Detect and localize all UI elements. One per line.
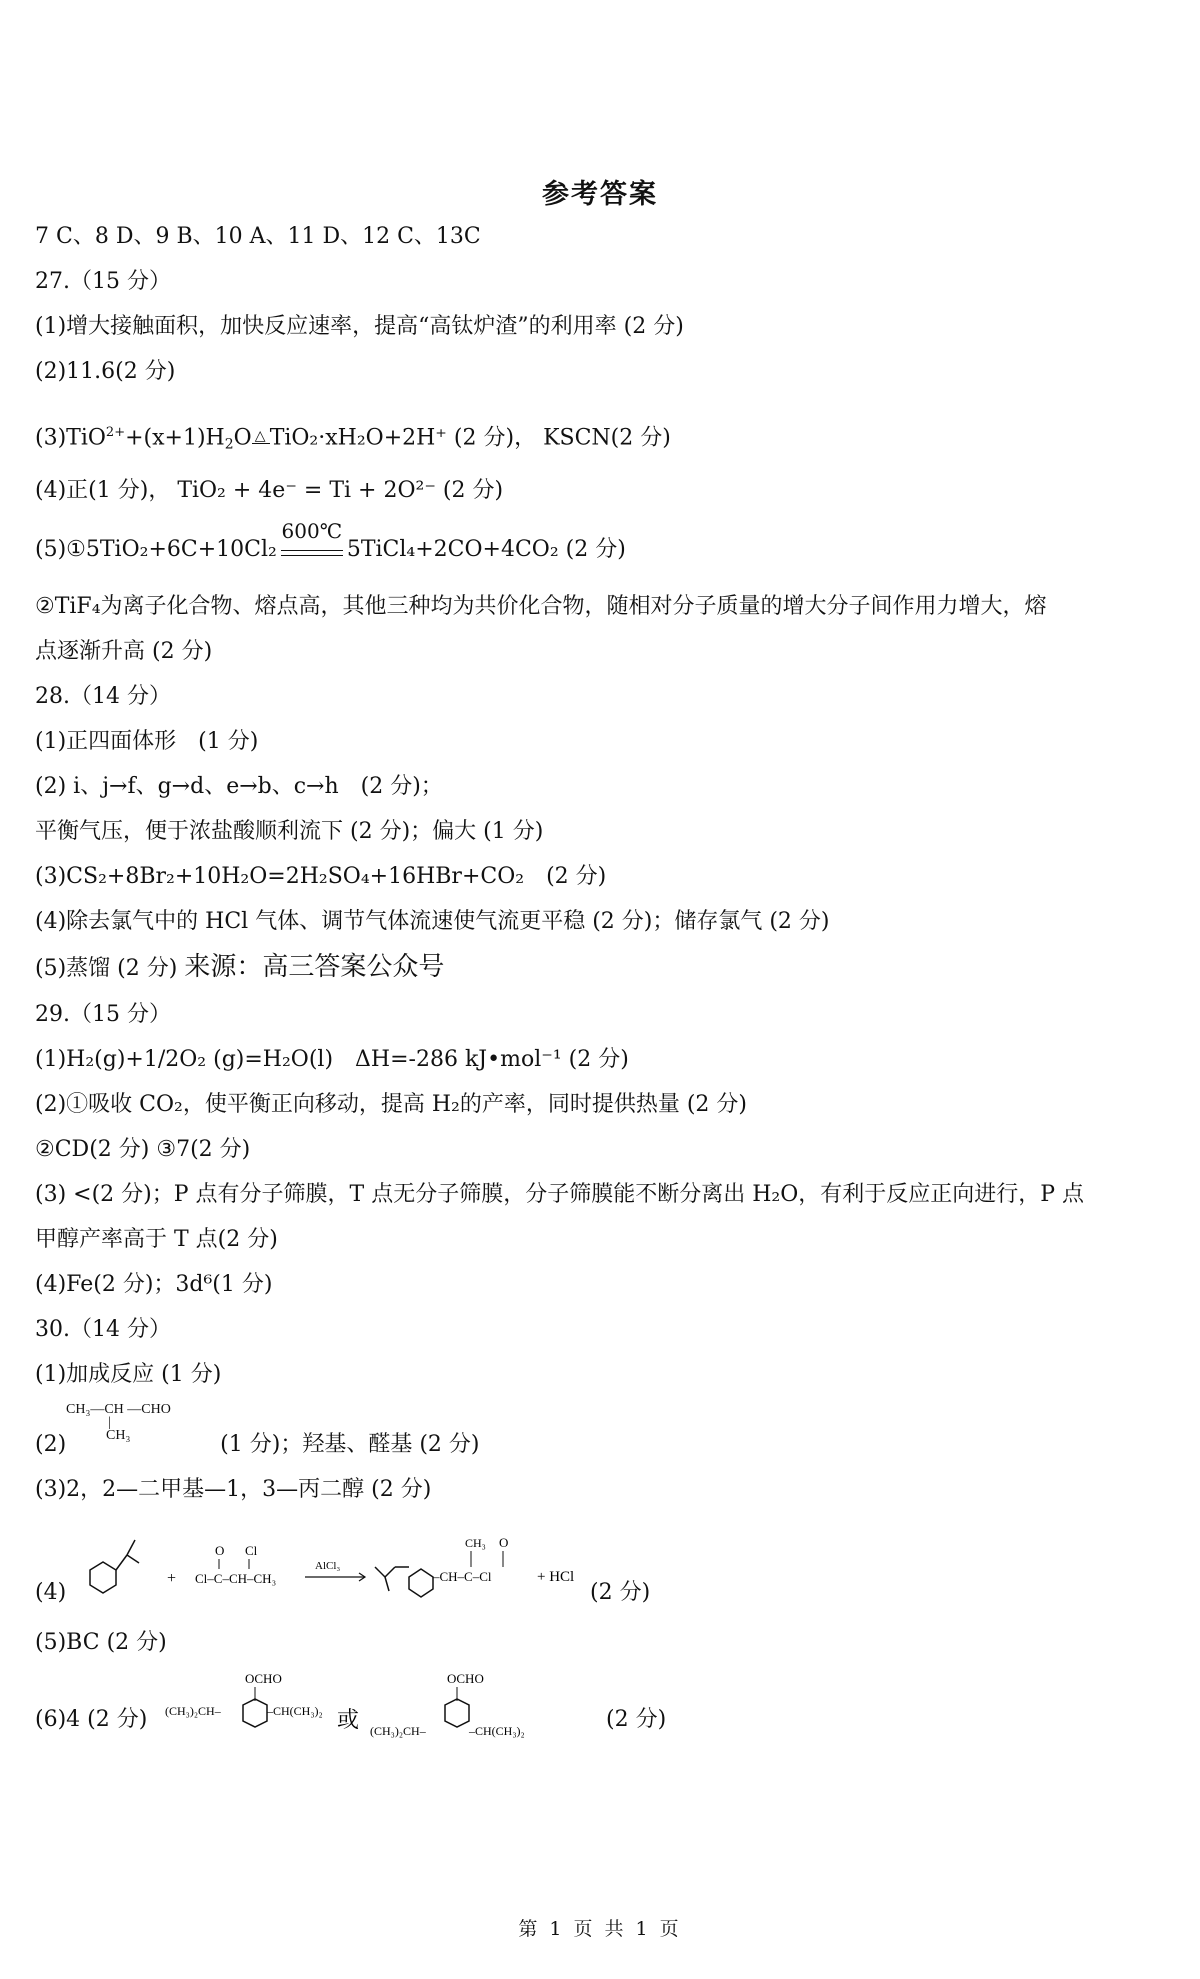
q28-answer-1: (1)正四面体形 (1 分) — [35, 729, 259, 754]
plus-sign: + — [167, 1570, 177, 1587]
q27-answer-1: (1)增大接触面积，加快反应速率，提高“高钛炉渣”的利用率 (2 分) — [35, 314, 684, 339]
q30-header: 30.（14 分） — [35, 1317, 171, 1342]
q30-answer-6-score: (2 分) — [606, 1707, 667, 1732]
q28-answer-4: (4)除去氯气中的 HCl 气体、调节气体流速使气流更平稳 (2 分)；储存氯气 (2 分) — [35, 909, 830, 934]
q28-header: 28.（14 分） — [35, 684, 171, 709]
product-methyl: CH₃ — [465, 1536, 486, 1550]
friedel-crafts-scheme — [75, 1525, 635, 1615]
q29-answer-2b: ②CD(2 分) ③7(2 分) — [35, 1137, 251, 1162]
svg-text:–CH(CH₃)₂: –CH(CH₃)₂ — [267, 1704, 323, 1718]
q27-answer-4: (4)正(1 分)， TiO₂ + 4e⁻ = Ti + 2O²⁻ (2 分) — [35, 478, 504, 503]
q28-answer-5: (5)蒸馏 (2 分) 来源：高三答案公众号 — [35, 952, 445, 982]
isomer-structures — [165, 1665, 605, 1750]
or-text: 或 — [337, 1708, 360, 1733]
benzene-ring-icon — [90, 1540, 139, 1593]
product-oxygen: O — [499, 1535, 509, 1550]
reagent-chlorine: Cl — [245, 1543, 258, 1558]
acyl-chloride-reagent: Cl–C–CH–CH₃ — [195, 1571, 277, 1586]
isomer-1 — [165, 1671, 323, 1727]
product-ring-icon — [375, 1567, 433, 1597]
q30-answer-4-label: (4) — [35, 1580, 67, 1605]
isomer-2 — [370, 1671, 525, 1738]
catalyst-label: AlCl₃ — [315, 1560, 341, 1572]
q27-answer-5: (5)①5TiO₂+6C+10Cl₂ 600℃ 5TiCl₄+2CO+4CO₂ (2 分) — [35, 519, 626, 562]
q27-answer-2: (2)11.6(2 分) — [35, 359, 176, 384]
q29-answer-2: (2)①吸收 CO₂，使平衡正向移动，提高 H₂的产率，同时提供热量 (2 分) — [35, 1092, 747, 1117]
q30-answer-5: (5)BC (2 分) — [35, 1630, 167, 1655]
q28-answer-2b: 平衡气压，便于浓盐酸顺利流下 (2 分)；偏大 (1 分) — [35, 819, 544, 844]
page-title: 参考答案 — [542, 179, 658, 210]
q29-answer-1: (1)H₂(g)+1/2O₂ (g)=H₂O(l) ΔH=-286 kJ•mol⁻¹ (2 分) — [35, 1047, 629, 1072]
q29-answer-3-line2: 甲醇产率高于 T 点(2 分) — [35, 1227, 278, 1252]
svg-text:OCHO: OCHO — [447, 1671, 484, 1686]
q30-answer-3: (3)2，2—二甲基—1，3—丙二醇 (2 分) — [35, 1477, 432, 1502]
q27-answer-5b-line2: 点逐渐升高 (2 分) — [35, 639, 213, 664]
q30-answer-1: (1)加成反应 (1 分) — [35, 1362, 222, 1387]
q29-answer-3-line1: (3) <(2 分)；P 点有分子筛膜，T 点无分子筛膜，分子筛膜能不断分离出 H₂O，有利于反应正向进行，P 点 — [35, 1182, 1085, 1207]
source-note: 来源：高三答案公众号 — [184, 952, 445, 982]
q27-answer-3: $(3)TiO^{2+}+(x+1)H_2O$ △ TiO₂·xH₂O+2H⁺ (2 分)， KSCN(2 分) — [35, 425, 671, 453]
q29-header: 29.（15 分） — [35, 1002, 171, 1027]
multiple-choice-answers: 7 C、8 D、9 B、10 A、11 D、12 C、13C — [35, 224, 481, 249]
heating-equals-sign: △ — [252, 427, 270, 444]
page-footer: 第 1 页 共 1 页 — [518, 1918, 682, 1940]
q30-answer-2: (2) (1 分)；羟基、醛基 (2 分) — [35, 1432, 480, 1457]
hcl-byproduct: + HCl — [537, 1569, 575, 1585]
q30-answer-6-label: (6)4 (2 分) — [35, 1707, 148, 1732]
reagent-oxygen: O — [215, 1543, 225, 1558]
svg-text:(CH₃)₂CH–: (CH₃)₂CH– — [370, 1724, 426, 1738]
q30-answer-4-score: (2 分) — [590, 1580, 651, 1605]
q28-answer-3: (3)CS₂+8Br₂+10H₂O=2H₂SO₄+16HBr+CO₂ (2 分) — [35, 864, 607, 889]
q28-answer-2: (2) i、j→f、g→d、e→b、c→h (2 分)； — [35, 774, 443, 799]
product-chain: –CH–C–Cl — [433, 1569, 492, 1584]
q27-answer-5b-line1: ②TiF₄为离子化合物、熔点高，其他三种均为共价化合物，随相对分子质量的增大分子间作用力增大，熔 — [35, 594, 1047, 619]
isobutyraldehyde-structure: CH₃—CH —CHO | CH₃ — [66, 1402, 171, 1443]
q29-answer-4: (4)Fe(2 分)；3d⁶(1 分) — [35, 1272, 273, 1297]
q27-header: 27.（15 分） — [35, 269, 171, 294]
reaction-condition: 600℃ — [281, 534, 343, 556]
svg-text:(CH₃)₂CH–: (CH₃)₂CH– — [165, 1704, 221, 1718]
svg-text:OCHO: OCHO — [245, 1671, 282, 1686]
svg-text:–CH(CH₃)₂: –CH(CH₃)₂ — [469, 1724, 525, 1738]
